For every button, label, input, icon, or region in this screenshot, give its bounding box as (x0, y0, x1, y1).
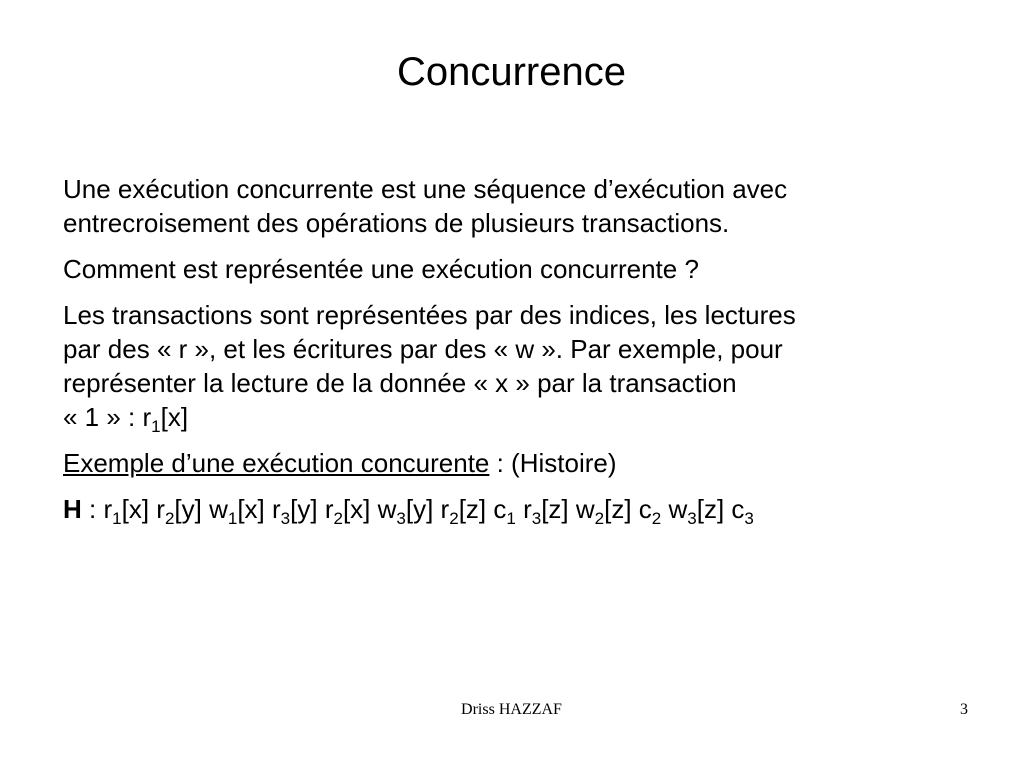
history-op-subscript: 3 (280, 509, 291, 528)
history-op-argument: [x] (121, 494, 157, 524)
history-op: r (103, 494, 113, 524)
history-op: w (575, 494, 595, 524)
paragraph-notation-line-3: représenter la lecture de la donnée « x » par la transaction (63, 368, 737, 398)
history-op: c (493, 494, 507, 524)
paragraph-example-heading (63, 446, 963, 480)
history-op-subscript: 3 (531, 509, 542, 528)
paragraph-definition-line-1: Une exécution concurrente est une séquence d’exécution avec (63, 174, 788, 204)
history-op: c (638, 494, 652, 524)
history-op-subscript: 1 (227, 509, 238, 528)
paragraph-notation-line-1: Les transactions sont représentées par des indices, les lectures (63, 300, 796, 330)
paragraph-definition (63, 172, 963, 240)
notation-example-prefix: « 1 » : r (63, 402, 152, 432)
history-op: c (731, 494, 745, 524)
history-op-subscript: 3 (744, 509, 754, 528)
slide-body (63, 172, 963, 538)
paragraph-question (63, 252, 963, 286)
example-heading-line (63, 446, 963, 480)
history-separator: : (81, 494, 104, 524)
history-op: r (272, 494, 281, 524)
example-heading-underlined: Exemple d’une exécution concurente (63, 448, 490, 478)
history-op: w (668, 494, 688, 524)
paragraph-definition-line-2: entrecroisement des opérations de plusieurs transactions. (63, 208, 730, 238)
history-op-argument: [x] (237, 494, 272, 524)
notation-example-suffix: [x] (160, 402, 189, 432)
history-op: r (440, 494, 450, 524)
history-op-argument: [x] (342, 494, 378, 524)
history-op-subscript: 2 (164, 509, 175, 528)
history-op-subscript: 3 (396, 509, 406, 528)
history-line (63, 492, 963, 528)
paragraph-question-text: Comment est représentée une exécution concurrente ? (63, 254, 699, 284)
history-op: r (324, 494, 334, 524)
footer-page-number: 3 (960, 701, 968, 718)
slide-title: Concurrence (396, 50, 626, 94)
history-op: r (523, 494, 532, 524)
history-op: w (209, 494, 228, 524)
history-op-argument: [y] (174, 494, 210, 524)
history-op-subscript: 2 (594, 509, 605, 528)
history-op-argument (661, 494, 668, 524)
history-label: H (63, 494, 82, 524)
history-op-subscript: 3 (687, 509, 697, 528)
paragraph-history (63, 492, 963, 526)
history-op-subscript: 1 (112, 509, 122, 528)
paragraph-notation-line-4 (63, 400, 963, 436)
history-op-subscript: 1 (506, 509, 516, 528)
history-op-argument (516, 494, 523, 524)
notation-example-subscript: 1 (151, 417, 161, 436)
paragraph-notation (63, 298, 963, 434)
history-op-subscript: 2 (333, 509, 343, 528)
paragraph-notation-line-2: par des « r », et les écritures par des « w ». Par exemple, pour (63, 334, 783, 364)
history-op-argument: [z] (541, 494, 576, 524)
history-op-subscript: 2 (449, 509, 459, 528)
history-op-argument: [z] (458, 494, 494, 524)
history-op-argument: [z] (696, 494, 732, 524)
history-op-argument: [y] (405, 494, 441, 524)
history-op-argument: [z] (604, 494, 639, 524)
history-op-subscript: 2 (651, 509, 662, 528)
history-op-argument: [y] (290, 494, 325, 524)
footer-author: Driss HAZZAF (461, 701, 562, 718)
history-op: w (377, 494, 397, 524)
history-op: r (156, 494, 165, 524)
example-heading-rest: : (Histoire) (489, 448, 617, 478)
